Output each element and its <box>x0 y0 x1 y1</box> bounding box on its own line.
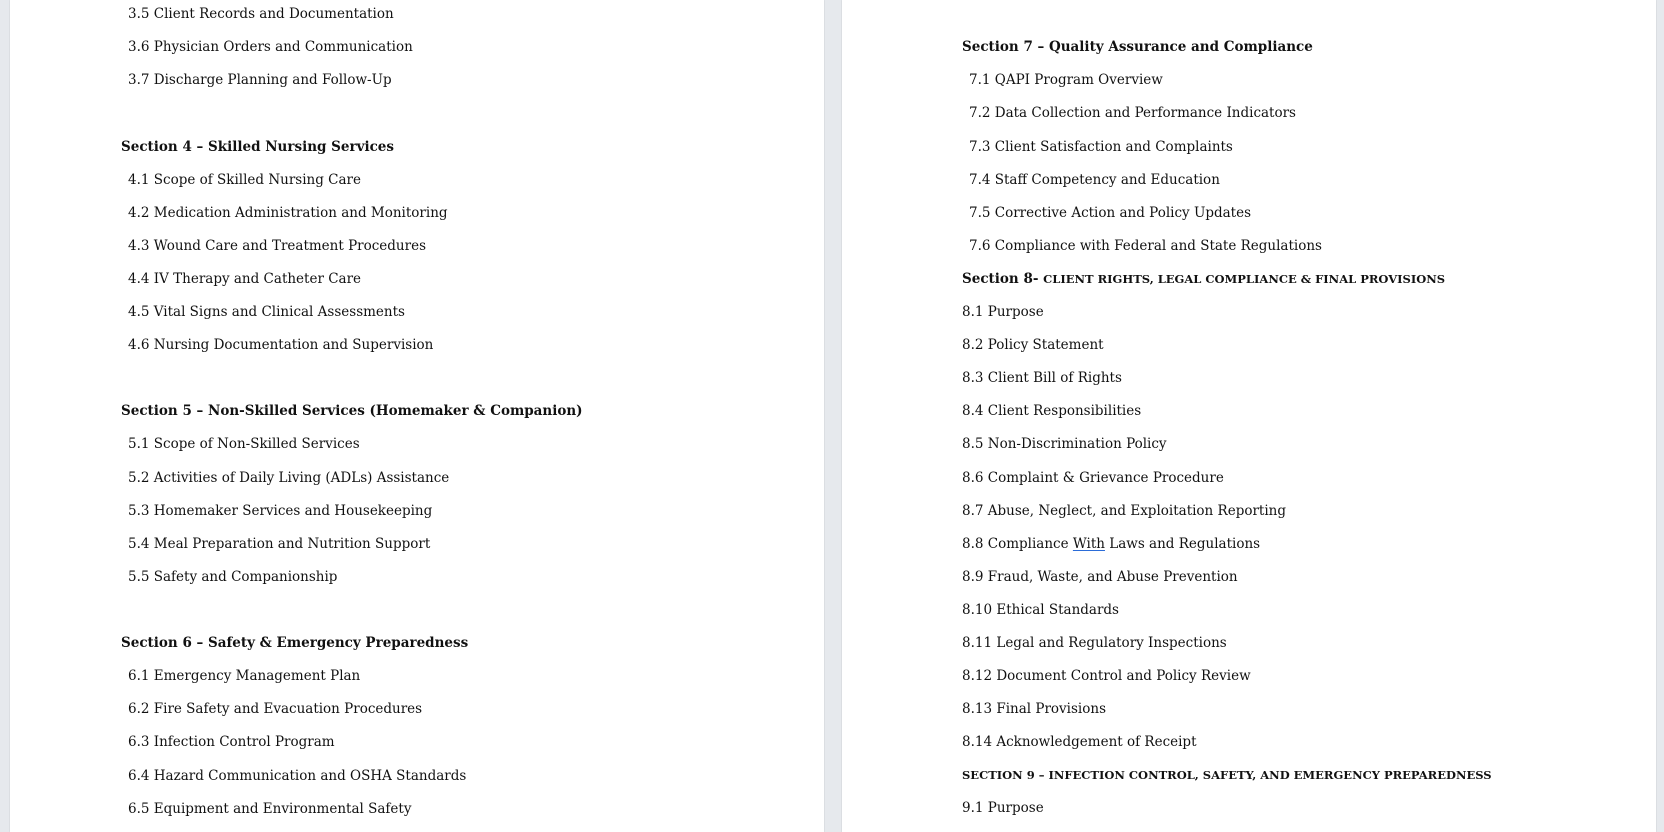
section-heading: Section 4 – Skilled Nursing Services <box>121 139 394 155</box>
document-page-left <box>10 0 824 832</box>
toc-item: 6.4 Hazard Communication and OSHA Standards <box>128 768 467 784</box>
toc-item: 5.5 Safety and Companionship <box>128 569 338 585</box>
toc-item: 5.3 Homemaker Services and Housekeeping <box>128 503 433 519</box>
toc-item: 8.13 Final Provisions <box>962 701 1106 717</box>
toc-item: 6.5 Equipment and Environmental Safety <box>128 801 412 817</box>
document-page-right <box>842 0 1656 832</box>
toc-item: 8.3 Client Bill of Rights <box>962 370 1122 386</box>
toc-item: 7.3 Client Satisfaction and Complaints <box>969 139 1233 155</box>
grammar-flag-word[interactable]: With <box>1072 536 1105 552</box>
toc-item-text: 8.8 Compliance <box>962 536 1073 552</box>
toc-item: 8.2 Policy Statement <box>962 337 1104 353</box>
toc-item: 8.14 Acknowledgement of Receipt <box>962 734 1197 750</box>
toc-item <box>962 535 1260 553</box>
toc-item: 4.3 Wound Care and Treatment Procedures <box>128 238 427 254</box>
toc-item: 8.6 Complaint & Grievance Procedure <box>962 470 1224 486</box>
toc-item: 8.7 Abuse, Neglect, and Exploitation Reporting <box>962 503 1286 519</box>
toc-item: 7.4 Staff Competency and Education <box>969 172 1220 188</box>
toc-item: 3.6 Physician Orders and Communication <box>128 39 413 55</box>
section-heading <box>962 270 1445 288</box>
toc-item: 7.2 Data Collection and Performance Indicators <box>969 105 1296 121</box>
section-heading-prefix: Section 8- <box>962 271 1039 287</box>
section-heading: Section 7 – Quality Assurance and Compliance <box>962 39 1313 55</box>
toc-item: 9.1 Purpose <box>962 800 1044 816</box>
toc-item: 8.4 Client Responsibilities <box>962 403 1142 419</box>
toc-item: 5.2 Activities of Daily Living (ADLs) Assistance <box>128 470 450 486</box>
toc-item-text: Laws and Regulations <box>1104 536 1261 552</box>
toc-item: 8.12 Document Control and Policy Review <box>962 668 1251 684</box>
toc-item: 5.4 Meal Preparation and Nutrition Support <box>128 536 431 552</box>
toc-item: 4.2 Medication Administration and Monitoring <box>128 205 448 221</box>
toc-item: 6.2 Fire Safety and Evacuation Procedures <box>128 701 423 717</box>
toc-item: 5.1 Scope of Non-Skilled Services <box>128 436 360 452</box>
toc-item: 7.1 QAPI Program Overview <box>969 72 1163 88</box>
toc-item: 8.5 Non-Discrimination Policy <box>962 436 1167 452</box>
section-heading: SECTION 9 – INFECTION CONTROL, SAFETY, AND EMERGENCY PREPAREDNESS <box>962 768 1492 782</box>
section-heading-title: CLIENT RIGHTS, LEGAL COMPLIANCE & FINAL PROVISIONS <box>1043 272 1446 286</box>
toc-item: 3.5 Client Records and Documentation <box>128 6 394 22</box>
toc-item: 4.5 Vital Signs and Clinical Assessments <box>128 304 405 320</box>
toc-item: 4.1 Scope of Skilled Nursing Care <box>128 172 361 188</box>
toc-item: 6.1 Emergency Management Plan <box>128 668 361 684</box>
toc-item: 6.3 Infection Control Program <box>128 734 335 750</box>
toc-item: 7.5 Corrective Action and Policy Updates <box>969 205 1251 221</box>
toc-item: 8.10 Ethical Standards <box>962 602 1119 618</box>
toc-item: 4.6 Nursing Documentation and Supervision <box>128 337 434 353</box>
section-heading: Section 5 – Non-Skilled Services (Homemaker & Companion) <box>121 403 583 419</box>
toc-item: 3.7 Discharge Planning and Follow-Up <box>128 72 392 88</box>
toc-item: 4.4 IV Therapy and Catheter Care <box>128 271 362 287</box>
section-heading: Section 6 – Safety & Emergency Preparedness <box>121 635 469 651</box>
toc-item: 7.6 Compliance with Federal and State Regulations <box>969 238 1322 254</box>
toc-item: 8.1 Purpose <box>962 304 1044 320</box>
toc-item: 8.9 Fraud, Waste, and Abuse Prevention <box>962 569 1238 585</box>
toc-item: 8.11 Legal and Regulatory Inspections <box>962 635 1227 651</box>
